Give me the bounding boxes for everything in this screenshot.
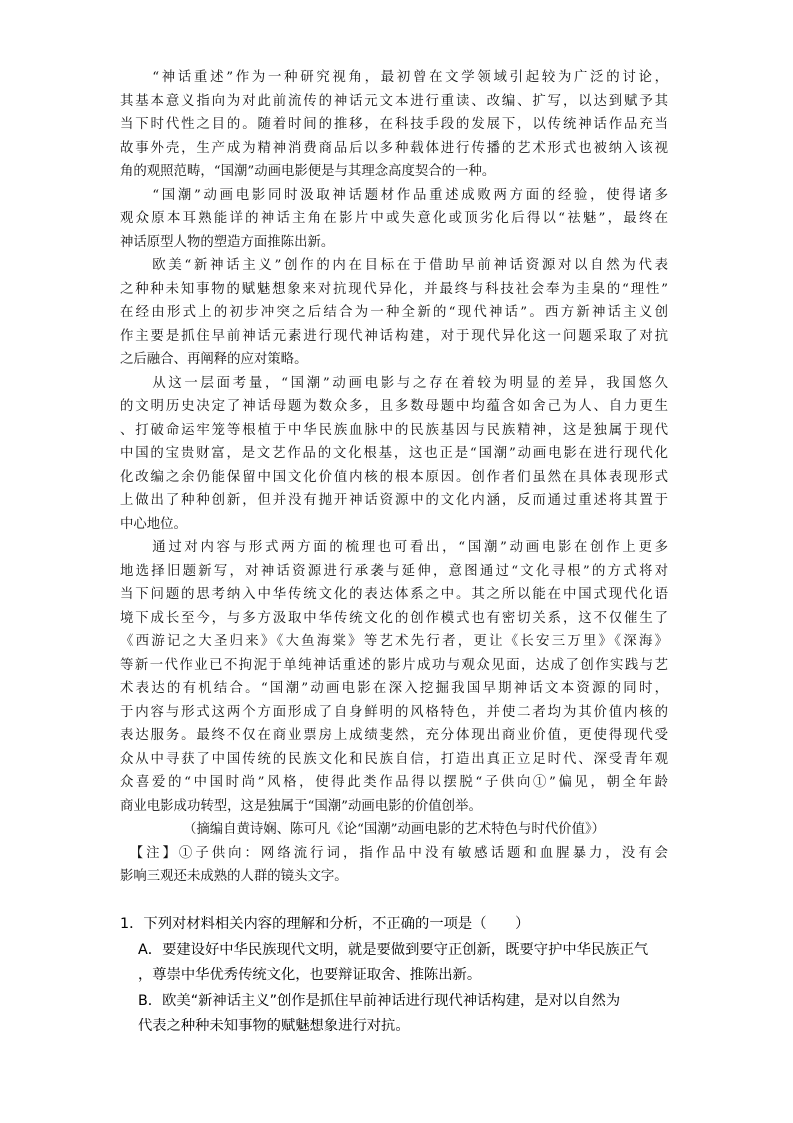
passage-line: 当下问题的思考纳入中华传统文化的表达体系之中。其之所以能在中国式现代化语 bbox=[120, 587, 668, 602]
passage-line: 通过对内容与形式两方面的梳理也可看出，“国潮”动画电影在创作上更多 bbox=[120, 540, 668, 555]
passage-line: 术表达的有机结合。“国潮”动画电影在深入挖掘我国早期神话文本资源的同时， bbox=[120, 681, 668, 696]
passage-line: 于内容与形式这两个方面形成了自身鲜明的风格特色，并使二者均为其价值内核的 bbox=[120, 704, 668, 720]
passage-line: 的文明历史决定了神话母题为数众多，且多数母题中均蕴含如舍己为人、自力更生 bbox=[120, 399, 668, 414]
passage bbox=[120, 66, 668, 889]
question-1 bbox=[120, 912, 680, 1040]
passage-line: 、打破命运牢笼等根植于中华民族血脉中的民族基因与民族精神，这是独属于现代 bbox=[120, 422, 668, 438]
passage-line: 其基本意义指向为对此前流传的神话元文本进行重读、改编、扩写，以达到赋予其 bbox=[120, 93, 668, 109]
passage-line: 《西游记之大圣归来》《大鱼海棠》等艺术先行者，更让《长安三万里》《深海》 bbox=[120, 634, 668, 649]
passage-line: 境下成长至今，与多方汲取中华传统文化的创作模式也有密切关系，这不仅催生了 bbox=[120, 610, 668, 626]
passage-line: 众从中寻获了中国传统的民族文化和民族自信，打造出真正立足时代、深受青年观 bbox=[120, 751, 668, 767]
passage-line: 故事外壳，生产成为精神消费商品后以多种载体进行传播的艺术形式也被纳入该视 bbox=[120, 140, 668, 156]
passage-line: 角的观照范畴，“国潮”动画电影便是与其理念高度契合的一种。 bbox=[120, 164, 496, 179]
passage-line: 作主要是抓住早前神话元素进行现代神话构建，对于现代异化这一问题采取了对抗 bbox=[120, 328, 668, 344]
option-a-line: ，尊崇中华优秀传统文化，也要辩证取舍、推陈出新。 bbox=[138, 967, 482, 983]
option-b-line: 代表之种种未知事物的赋魅想象进行对抗。 bbox=[138, 1018, 410, 1034]
passage-line: 上做出了种种创新，但并没有抛开神话资源中的文化内涵，反而通过重述将其置于 bbox=[120, 493, 668, 508]
passage-line: “国潮”动画电影同时汲取神话题材作品重述成败两方面的经验，使得诸多 bbox=[120, 187, 668, 203]
option-a-line: A．要建设好中华民族现代文明，就是要做到要守正创新，既要守护中华民族正气 bbox=[138, 941, 649, 958]
passage-line: 众喜爱的“中国时尚”风格，使得此类作品得以摆脱“子供向①”偏见，朝全年龄 bbox=[120, 775, 668, 790]
passage-line: 欧美“新神话主义”创作的内在目标在于借助早前神话资源对以自然为代表 bbox=[120, 258, 668, 273]
option-b-line: B．欧美“新神话主义”创作是抓住早前神话进行现代神话构建，是对以自然为 bbox=[138, 992, 621, 1009]
note-line: 【注】①子供向：网络流行词，指作品中没有敏感话题和血腥暴力，没有会 bbox=[120, 845, 668, 861]
passage-line: 神话原型人物的塑造方面推陈出新。 bbox=[120, 234, 335, 250]
passage-line: 在经由形式上的初步冲突之后结合为一种全新的“现代神话”。西方新神话主义创 bbox=[120, 305, 668, 320]
passage-line: 等新一代作业已不拘泥于单纯神话重述的影片成功与观众见面，达成了创作实践与艺 bbox=[120, 657, 668, 673]
passage-line: 地选择旧题新写，对神话资源进行承袭与延伸，意图通过“文化寻根”的方式将对 bbox=[120, 563, 668, 579]
passage-line: 商业电影成功转型，这是独属于“国潮”动画电影的价值创举。 bbox=[120, 798, 482, 814]
passage-line: 表达服务。最终不仅在商业票房上成绩斐然，充分体现出商业价值，更使得现代受 bbox=[120, 728, 668, 743]
passage-line: 当下时代性之目的。随着时间的推移，在科技手段的发展下，以传统神话作品充当 bbox=[120, 117, 668, 132]
note-line: 影响三观还未成熟的人群的镜头文字。 bbox=[120, 869, 348, 884]
passage-line: 观众原本耳熟能详的神话主角在影片中或失意化或顶劣化后得以“祛魅”，最终在 bbox=[120, 211, 668, 226]
passage-line: 化改编之余仍能保留中国文化价值内核的根本原因。创作者们虽然在具体表现形式 bbox=[120, 469, 668, 485]
passage-line: 之后融合、再阐释的应对策略。 bbox=[120, 352, 308, 367]
passage-line: 中心地位。 bbox=[120, 516, 187, 532]
passage-line: 中国的宝贵财富，是文艺作品的文化根基，这也正是“国潮”动画电影在进行现代化 bbox=[120, 446, 668, 461]
passage-line: “神话重述”作为一种研究视角，最初曾在文学领域引起较为广泛的讨论， bbox=[120, 70, 668, 85]
question-stem: 1．下列对材料相关内容的理解和分析，不正确的一项是（ ） bbox=[120, 916, 530, 932]
passage-line: 从这一层面考量，“国潮”动画电影与之存在着较为明显的差异，我国悠久 bbox=[120, 375, 668, 391]
passage-line: 之种种未知事物的赋魅想象来对抗现代异化，并最终与科技社会奉为圭臬的“理性” bbox=[120, 281, 668, 297]
citation: （摘编自黄诗娴、陈可凡《论“国潮”动画电影的艺术特色与时代价值》） bbox=[182, 822, 606, 837]
